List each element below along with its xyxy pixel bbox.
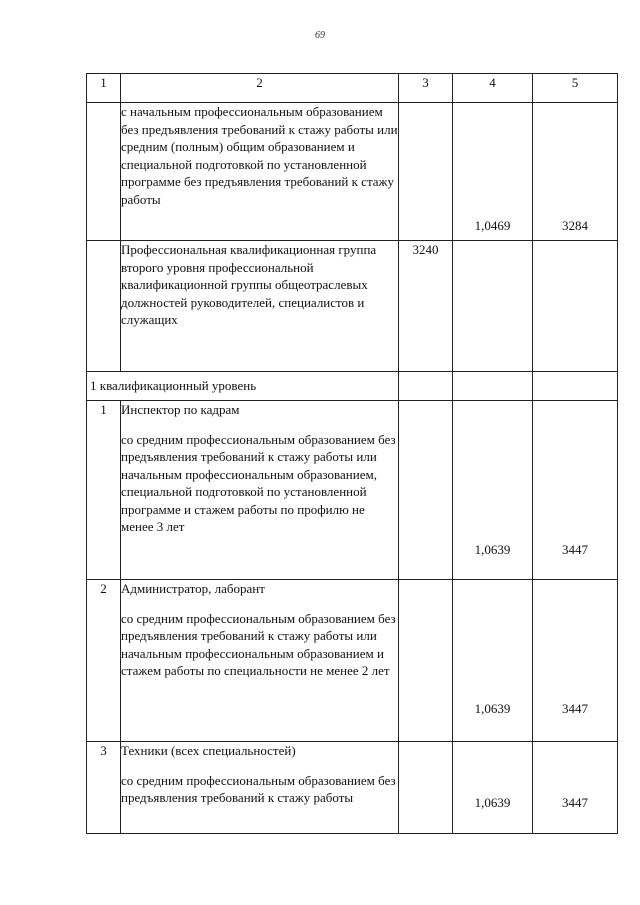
row-number: 3: [87, 742, 121, 834]
row-coefficient: 1,0469: [453, 103, 533, 241]
row-number-cell: [87, 103, 121, 241]
row-number: 2: [87, 580, 121, 742]
row-salary: 3284: [533, 103, 618, 241]
row-code-cell: [399, 742, 453, 834]
row-salary-cell: [533, 241, 618, 372]
row-salary-cell: [533, 372, 618, 401]
row-title: Инспектор по кадрам: [121, 402, 240, 417]
header-col-4: 4: [453, 74, 533, 103]
row-code: 3240: [399, 241, 453, 372]
row-salary: 3447: [533, 401, 618, 580]
row-title: Техники (всех специальностей): [121, 743, 296, 758]
table-row: [87, 580, 618, 742]
row-coefficient-cell: [453, 241, 533, 372]
qualification-level: 1 квалификационный уровень: [87, 372, 399, 401]
header-row: [87, 74, 618, 103]
row-description-cell: [121, 742, 399, 834]
header-col-1: 1: [87, 74, 121, 103]
row-description: со средним профессиональным образованием без предъявления требований к стажу работы или начальным профессиональным образованием, специальной подготовкой по установленной программе и стажем работы по профилю не менее 3 лет: [121, 431, 396, 534]
row-description: Профессиональная квалификационная группа второго уровня профессиональной квалификационной группы общеотраслевых должностей руководителей, специалистов и служащих: [121, 242, 377, 327]
table-row: [87, 241, 618, 372]
row-salary: 3447: [533, 742, 618, 834]
row-code-cell: [399, 372, 453, 401]
header-col-5: 5: [533, 74, 618, 103]
row-coefficient-cell: [453, 372, 533, 401]
table-row: [87, 401, 618, 580]
row-number-cell: [87, 241, 121, 372]
row-description: с начальным профессиональным образованием без предъявления требований к стажу работы или средним (полным) общим образованием и специальной подготовкой по установленной программе без предъявления требований к стажу работы: [121, 104, 398, 207]
row-code-cell: [399, 580, 453, 742]
table-row-level: [87, 372, 618, 401]
row-description: со средним профессиональным образованием без предъявления требований к стажу работы или начальным профессиональным образованием и стажем работы по специальности не менее 2 лет: [121, 610, 396, 678]
salary-table: [86, 73, 618, 834]
row-coefficient: 1,0639: [453, 401, 533, 580]
row-code-cell: [399, 401, 453, 580]
row-coefficient: 1,0639: [453, 580, 533, 742]
page-number: 69: [315, 30, 325, 41]
table-row: [87, 103, 618, 241]
table-row: [87, 742, 618, 834]
row-description-cell: [121, 103, 399, 241]
header-col-3: 3: [399, 74, 453, 103]
row-description-cell: [121, 401, 399, 580]
row-coefficient: 1,0639: [453, 742, 533, 834]
row-salary: 3447: [533, 580, 618, 742]
row-code-cell: [399, 103, 453, 241]
row-title: Администратор, лаборант: [121, 581, 265, 596]
row-description-cell: [121, 241, 399, 372]
row-number: 1: [87, 401, 121, 580]
header-col-2: 2: [121, 74, 399, 103]
row-description: со средним профессиональным образованием без предъявления требований к стажу работы: [121, 772, 396, 805]
row-description-cell: [121, 580, 399, 742]
